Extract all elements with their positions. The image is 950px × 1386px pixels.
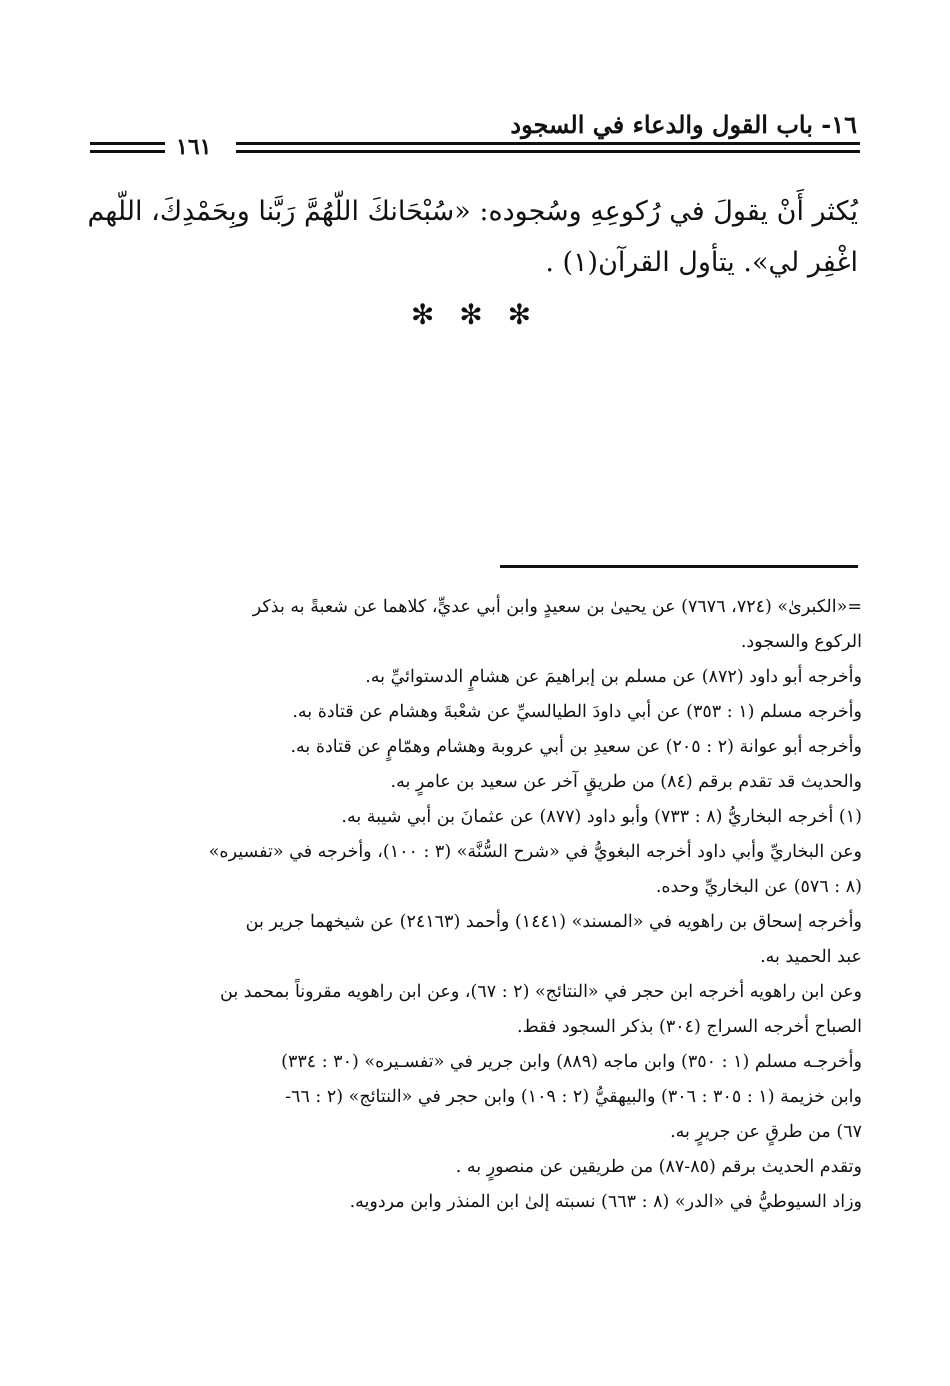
section-separator: ✻ ✻ ✻ — [410, 298, 540, 331]
footnote-line: (٨ : ٥٧٦) عن البخاريِّ وحده. — [655, 877, 862, 897]
page-number: ١٦١ — [176, 134, 212, 160]
footnote-line: (١) أخرجه البخاريُّ (٨ : ٧٣٣) وأبو داود (٨٧٧) عن عثمانَ بن أبي شيبة به. — [341, 807, 862, 827]
footnote-line: الصباح أخرجه السراج (٣٠٤) بذكر السجود فقط. — [516, 1017, 862, 1037]
footnote-line: وأخرجه أبو عوانة (٢ : ٢٠٥) عن سعيدِ بن أبي عروبة وهشام وهمّامٍ عن قتادة به. — [290, 737, 862, 757]
footnote-line: وتقدم الحديث برقم (٨٥-٨٧) من طريقين عن منصورٍ به . — [455, 1157, 862, 1177]
footnotes — [88, 590, 862, 1220]
chapter-title: ١٦- باب القول والدعاء في السجود — [510, 110, 857, 139]
footnote-line: ٦٧) من طرقٍ عن جريرٍ به. — [670, 1122, 862, 1142]
footnote-line: وأخرجه إسحاق بن راهويه في «المسند» (١٤٤١) وأحمد (٢٤١٦٣) عن شيخهما جرير بن — [245, 912, 862, 932]
header-rule-right-bottom — [236, 150, 860, 153]
footnote-line: وأخرجـه مسلم (١ : ٣٥٠) وابن ماجه (٨٨٩) وابن جرير في «تفسـيره» (٣٠ : ٣٣٤) — [281, 1052, 862, 1072]
footnote-line: عبد الحميد به. — [760, 947, 862, 967]
footnote-line: والحديث قد تقدم برقم (٨٤) من طريقٍ آخر عن سعيد بن عامرٍ به. — [390, 772, 862, 792]
header-rule-right-top — [236, 142, 860, 145]
footnote-line: الركوع والسجود. — [740, 632, 862, 652]
main-text — [88, 186, 858, 288]
footnote-rule — [500, 565, 858, 568]
footnote-line: وزاد السيوطيُّ في «الدر» (٨ : ٦٦٣) نسبته إلىٰ ابن المنذر وابن مردويه. — [349, 1192, 862, 1212]
footnote-line: وأخرجه أبو داود (٨٧٢) عن مسلم بن إبراهيمَ عن هشامٍ الدستوائيِّ به. — [365, 667, 862, 687]
footnote-line: =«الكبرىٰ» (٧٢٤، ٧٦٧٦) عن يحيىٰ بن سعيدٍ وابن أبي عديٍّ، كلاهما عن شعبةً به بذكر — [252, 597, 862, 617]
footnote-line: وابن خزيمة (١ : ٣٠٥ : ٣٠٦) والبيهقيُّ (٢ : ١٠٩) وابن حجر في «النتائج» (٢ : ٦٦- — [285, 1087, 862, 1107]
footnote-line: وعن البخاريِّ وأبي داود أخرجه البغويُّ في «شرح السُّنَّة» (٣ : ١٠٠)، وأخرجه في «تفسيره» — [208, 842, 862, 862]
header-rule-left-top — [90, 142, 165, 145]
main-text-line: يُكثر أَنْ يقولَ في رُكوعِهِ وسُجوده: «سُبْحَانكَ اللّهُمَّ رَبَّنا وبِحَمْدِكَ، اللّهم — [87, 196, 858, 227]
header-rule-left-bottom — [90, 150, 165, 153]
main-text-line: اغْفِر لي». يتأول القرآن(١) . — [545, 247, 858, 278]
footnote-line: وأخرجه مسلم (١ : ٣٥٣) عن أبي داودَ الطيالسيِّ عن شعْبةَ وهشام عن قتادة به. — [292, 702, 862, 722]
footnote-line: وعن ابن راهويه أخرجه ابن حجر في «النتائج» (٢ : ٦٧)، وعن ابن راهويه مقروناً بمحمد بن — [220, 982, 862, 1002]
